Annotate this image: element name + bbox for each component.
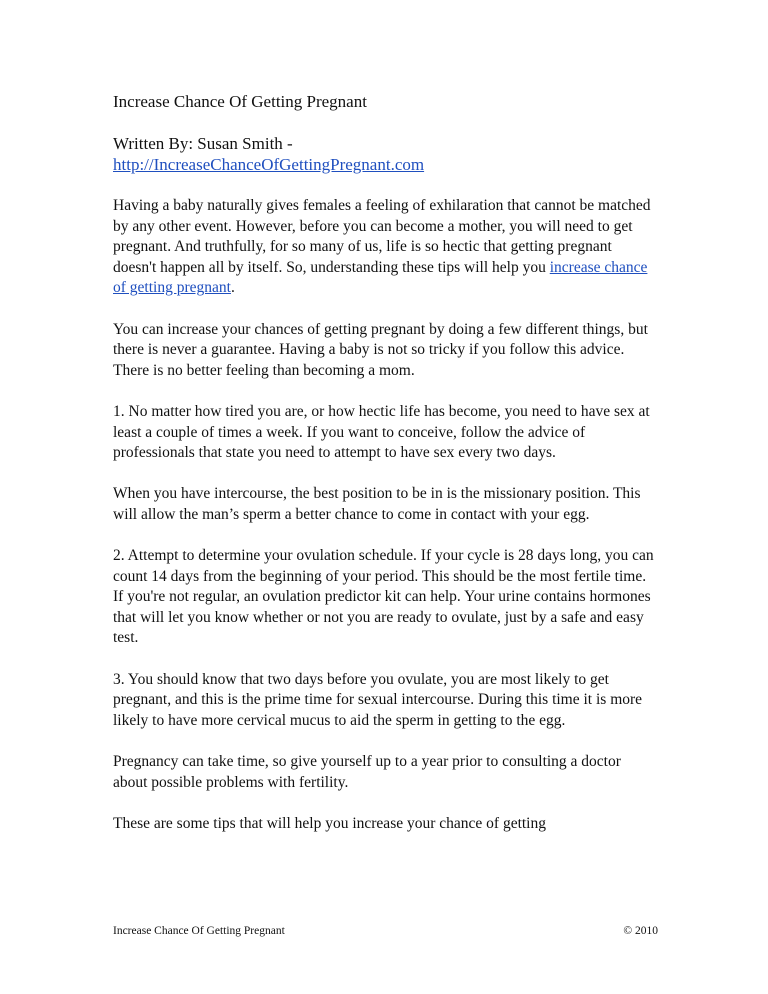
paragraph-intro-text: Having a baby naturally gives females a feeling of exhilaration that cannot be matched by any other event. However, before you can become a mother, you will need to get pregnant. And truthfully, for so many of us, life is so hectic that getting pregnant doesn't happen all by itself. So, understanding these tips will help you <box>113 197 651 276</box>
increase-chance-link[interactable]: increase chance of getting pregnant <box>113 258 648 297</box>
byline-url-link[interactable]: http://IncreaseChanceOfGettingPregnant.com <box>113 155 425 174</box>
paragraph-7: Pregnancy can take time, so give yourself up to a year prior to consulting a doctor about possible problems with fertility. <box>113 753 621 791</box>
paragraph-tip-3: 3. You should know that two days before you ovulate, you are most likely to get pregnant, and this is the prime time for sexual intercourse. During this time it is more likely to have more cervical mucus to aid the sperm in getting to the egg. <box>113 670 643 729</box>
paragraph-tip-1: 1. No matter how tired you are, or how hectic life has become, you need to have sex at least a couple of times a week. If you want to conceive, follow the advice of professionals that state you need to attempt to have sex every two days. <box>113 402 650 462</box>
page-footer <box>113 924 658 938</box>
document-body <box>113 91 658 855</box>
paragraph-2: You can increase your chances of getting pregnant by doing a few different things, but there is never a guarantee. Having a baby is not so tricky if you follow this advice. There is no better feeling than becoming a mom. <box>113 320 648 379</box>
document-title: Increase Chance Of Getting Pregnant <box>113 92 367 111</box>
footer-title: Increase Chance Of Getting Pregnant <box>113 925 285 937</box>
footer-copyright: © 2010 <box>623 925 658 937</box>
paragraph-8: These are some tips that will help you increase your chance of getting <box>113 814 546 832</box>
byline-author: Written By: Susan Smith - <box>113 134 293 153</box>
paragraph-intro-end: . <box>230 279 235 297</box>
paragraph-4: When you have intercourse, the best position to be in is the missionary position. This will allow the man’s sperm a better chance to come in contact with your egg. <box>113 485 641 523</box>
paragraph-tip-2: 2. Attempt to determine your ovulation schedule. If your cycle is 28 days long, you can count 14 days from the beginning of your period. This should be the most fertile time. If you're not regular, an ovulation predictor kit can help. Your urine contains hormones that will let you know whether or not you are ready to ovulate, just by a safe and easy test. <box>113 547 654 647</box>
byline <box>113 133 658 175</box>
paragraph-intro <box>113 196 658 299</box>
